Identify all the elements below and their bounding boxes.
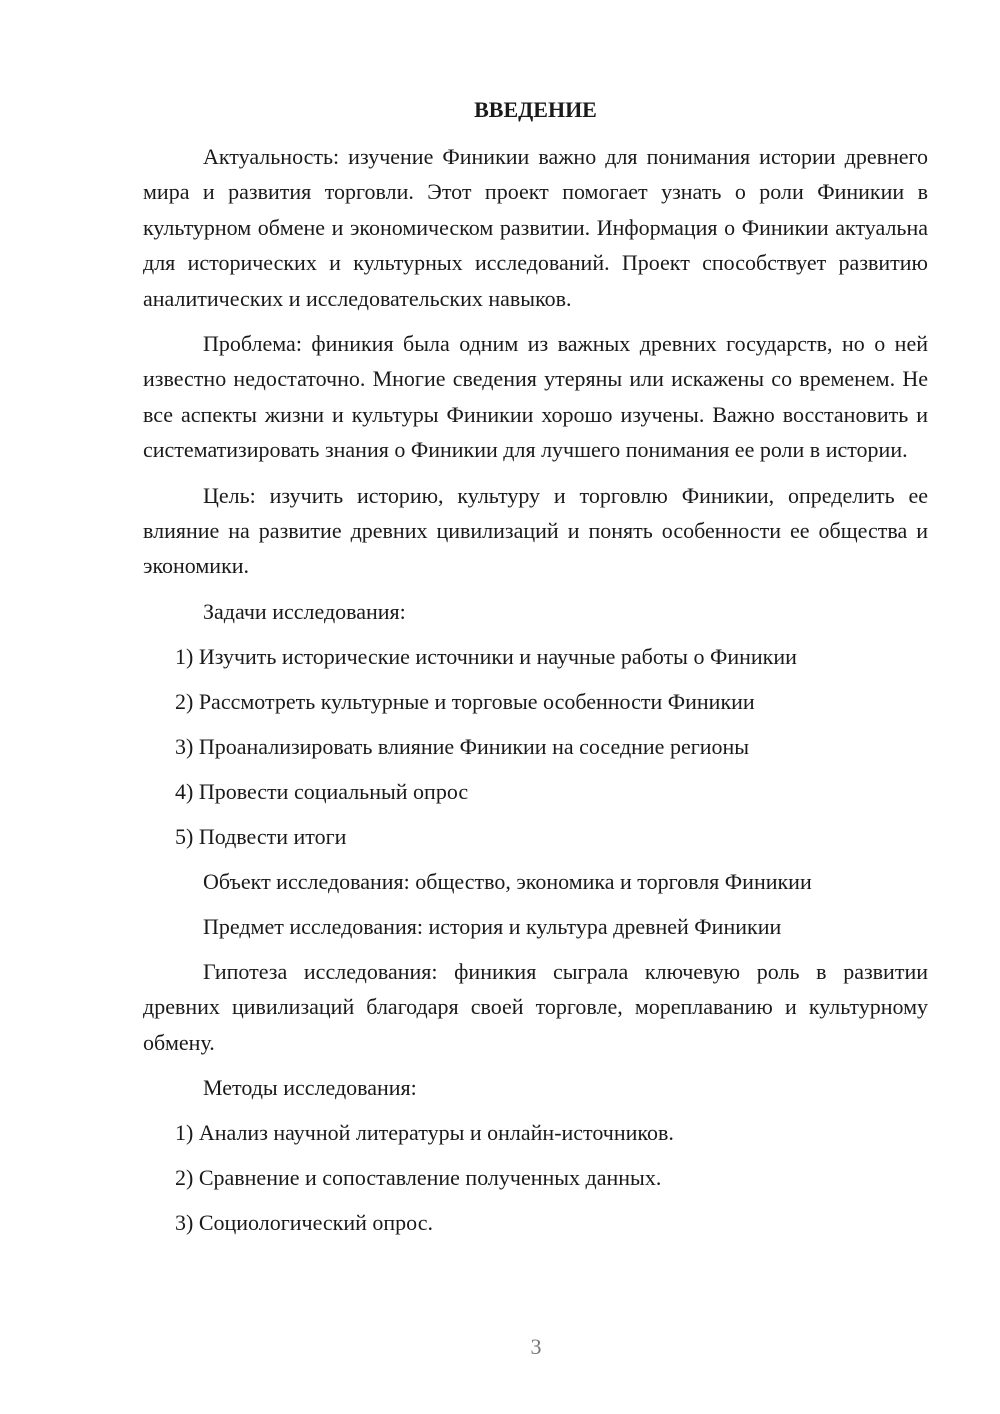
- list-item: 5) Подвести итоги: [175, 823, 347, 849]
- goal-paragraph: Цель: изучить историю, культуру и торговлю Финикии, определить ее влияние на развитие древних цивилизаций и понять особенности ее общества и экономики.: [143, 482, 928, 579]
- hypothesis-paragraph: Гипотеза исследования: финикия сыграла ключевую роль в развитии древних цивилизаций благодаря своей торговле, мореплаванию и культурному обмену.: [143, 958, 928, 1055]
- list-item: 4) Провести социальный опрос: [175, 778, 469, 804]
- document-page: [143, 92, 928, 1250]
- methods-label: Методы исследования:: [203, 1075, 417, 1101]
- problem-paragraph: Проблема: финикия была одним из важных древних государств, но о ней известно недостаточно. Многие сведения утеряны или искажены со временем. Не все аспекты жизни и культуры Финикии хорошо изучены. Важно восстановить и систематизировать знания о Финикии для лучшего понимания ее роли в истории.: [143, 331, 928, 463]
- section-title: ВВЕДЕНИЕ: [474, 97, 597, 122]
- list-item: 1) Анализ научной литературы и онлайн-источников.: [175, 1120, 674, 1146]
- methods-list: [143, 1115, 928, 1240]
- tasks-list: [143, 639, 928, 854]
- list-item: 3) Социологический опрос.: [175, 1210, 433, 1236]
- list-item: 2) Рассмотреть культурные и торговые особенности Финикии: [175, 688, 755, 714]
- list-item: 2) Сравнение и сопоставление полученных данных.: [175, 1165, 662, 1191]
- list-item: 3) Проанализировать влияние Финикии на соседние регионы: [175, 733, 750, 759]
- object-line: Объект исследования: общество, экономика и торговля Финикии: [203, 868, 812, 894]
- page-number: 3: [530, 1334, 542, 1359]
- subject-line: Предмет исследования: история и культура древней Финикии: [203, 913, 782, 939]
- list-item: 1) Изучить исторические источники и научные работы о Финикии: [175, 643, 797, 669]
- relevance-paragraph: Актуальность: изучение Финикии важно для понимания истории древнего мира и развития торговли. Этот проект помогает узнать о роли Финикии в культурном обмене и экономическом развитии. Информация о Финикии актуальна для исторических и культурных исследований. Проект способствует развитию аналитических и исследовательских навыков.: [143, 144, 928, 311]
- tasks-label: Задачи исследования:: [203, 598, 406, 624]
